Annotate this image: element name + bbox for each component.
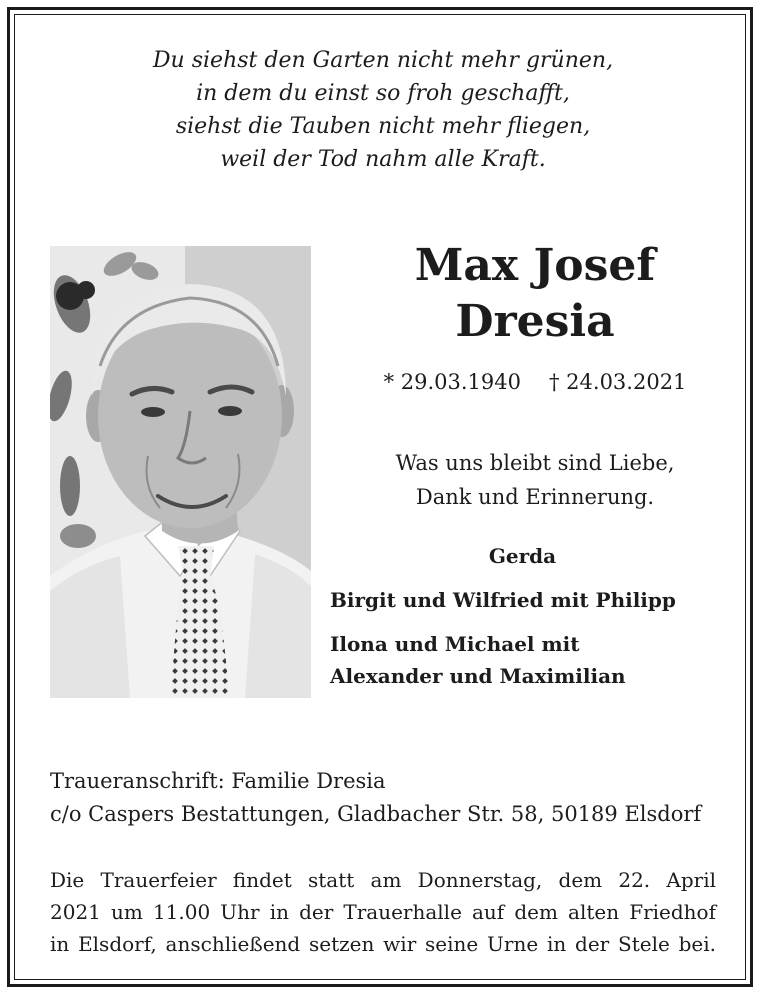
address-line: Traueranschrift: Familie Dresia [50, 769, 386, 793]
birth-date: * 29.03.1940 [383, 370, 521, 394]
mourning-address [50, 765, 720, 831]
poem-line: weil der Tod nahm alle Kraft. [220, 147, 546, 172]
poem-line: Du siehst den Garten nicht mehr grünen, [152, 48, 614, 73]
address-line: c/o Caspers Bestattungen, Gladbacher Str. 58, 50189 Elsdorf [50, 802, 702, 826]
deceased-first-names: Max Josef [414, 240, 656, 291]
poem [60, 44, 706, 176]
mourner-line: Birgit und Wilfried mit Philipp [330, 588, 676, 612]
motto-line: Dank und Erinnerung. [415, 485, 655, 509]
motto-line: Was uns bleibt sind Liebe, [395, 451, 675, 475]
life-dates [330, 367, 740, 397]
mourners-list [330, 540, 750, 692]
funeral-notice [50, 864, 716, 960]
deceased-last-name: Dresia [455, 296, 615, 347]
mourner-line: Gerda [488, 544, 557, 568]
funeral-notice-line: in Elsdorf, anschließend setzen wir seine Urne in der Stele bei. [50, 932, 716, 956]
deceased-name [330, 238, 740, 350]
portrait-photo [50, 246, 311, 698]
motto [330, 446, 740, 514]
mourner-line: Ilona und Michael mit [330, 632, 580, 656]
death-date: † 24.03.2021 [549, 370, 687, 394]
mourner-line: Alexander und Maximilian [330, 664, 626, 688]
poem-line: siehst die Tauben nicht mehr fliegen, [175, 114, 591, 139]
funeral-notice-line: Die Trauerfeier findet statt am Donnerstag, dem 22. April [50, 868, 716, 892]
poem-line: in dem du einst so froh geschafft, [196, 81, 570, 106]
funeral-notice-line: 2021 um 11.00 Uhr in der Trauerhalle auf dem alten Friedhof [50, 900, 716, 924]
